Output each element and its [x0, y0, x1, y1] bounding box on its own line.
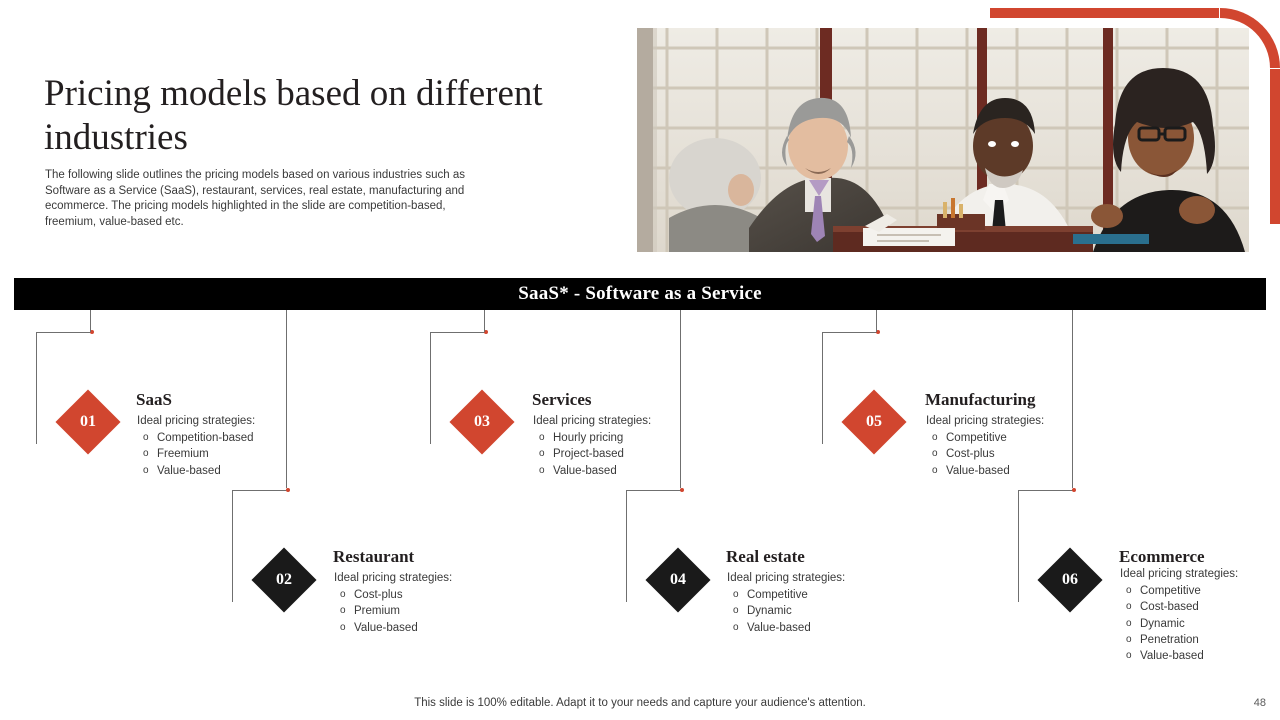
- node-list-05: [926, 430, 1010, 479]
- list-item: o Value-based: [137, 463, 254, 479]
- list-item: o Penetration: [1120, 632, 1204, 648]
- page-title: Pricing models based on different industries: [44, 73, 543, 158]
- list-item: o Competitive: [1120, 583, 1204, 599]
- list-item: o Value-based: [533, 463, 624, 479]
- connector-dot-06: [1072, 488, 1076, 492]
- node-list-04: [727, 587, 811, 636]
- node-sub-04: Ideal pricing strategies:: [727, 572, 846, 584]
- list-item: o Competition-based: [137, 430, 254, 446]
- connector-stem-01: [90, 310, 91, 332]
- business-meeting-photo: [637, 28, 1249, 252]
- list-item: o Value-based: [727, 620, 811, 636]
- list-item: o Dynamic: [1120, 616, 1204, 632]
- corner-accent-horizontal-bar: [990, 8, 1280, 18]
- node-number-02: 02: [276, 571, 292, 588]
- connector-stem-05: [876, 310, 877, 332]
- node-number-01: 01: [80, 413, 96, 430]
- node-title-01: SaaS: [136, 390, 172, 409]
- node-number-05: 05: [866, 413, 882, 430]
- page-number: 48: [1253, 697, 1266, 709]
- node-sub-03: Ideal pricing strategies:: [533, 415, 652, 427]
- list-item: o Project-based: [533, 446, 624, 462]
- node-title-03: Services: [532, 390, 592, 409]
- node-list-06: [1120, 583, 1204, 664]
- list-item: o Dynamic: [727, 603, 811, 619]
- connector-dot-04: [680, 488, 684, 492]
- corner-accent-vertical-bar: [1270, 8, 1280, 224]
- page-subtitle: The following slide outlines the pricing models based on various industries such as Software as a Service (SaaS), restaurant, services, real estate, manufacturing and ecommerce. The pricing models highlighted in the slide are competition-based, freemium, value-based etc.: [45, 169, 465, 228]
- list-item: o Competitive: [727, 587, 811, 603]
- list-item: o Premium: [334, 603, 418, 619]
- node-sub-05: Ideal pricing strategies:: [926, 415, 1045, 427]
- node-list-01: [137, 430, 254, 479]
- connector-stem-04: [680, 310, 681, 488]
- list-item: o Value-based: [926, 463, 1010, 479]
- connector-stem-03: [484, 310, 485, 332]
- corner-accent-mask-top: [1219, 8, 1280, 20]
- list-item: o Cost-plus: [334, 587, 418, 603]
- pricing-models-diagram: [0, 310, 1280, 680]
- list-item: o Cost-plus: [926, 446, 1010, 462]
- list-item: o Cost-based: [1120, 599, 1204, 615]
- list-item: o Freemium: [137, 446, 254, 462]
- list-item: o Value-based: [1120, 648, 1204, 664]
- corner-accent-mask-right: [1268, 8, 1280, 69]
- node-number-06: 06: [1062, 571, 1078, 588]
- node-title-06: Ecommerce: [1119, 547, 1205, 566]
- node-sub-02: Ideal pricing strategies:: [334, 572, 453, 584]
- list-item: o Value-based: [334, 620, 418, 636]
- node-title-05: Manufacturing: [925, 390, 1036, 409]
- node-list-02: [334, 587, 418, 636]
- list-item: o Hourly pricing: [533, 430, 624, 446]
- connector-stem-02: [286, 310, 287, 488]
- connector-dot-02: [286, 488, 290, 492]
- connector-stem-06: [1072, 310, 1073, 488]
- footer-note: This slide is 100% editable. Adapt it to your needs and capture your audience's attention.: [414, 697, 866, 709]
- section-banner: SaaS* - Software as a Service: [14, 278, 1266, 310]
- node-number-03: 03: [474, 413, 490, 430]
- node-number-04: 04: [670, 571, 686, 588]
- node-sub-06: Ideal pricing strategies:: [1120, 568, 1239, 580]
- node-list-03: [533, 430, 624, 479]
- node-title-04: Real estate: [726, 547, 805, 566]
- node-title-02: Restaurant: [333, 547, 415, 566]
- list-item: o Competitive: [926, 430, 1010, 446]
- node-sub-01: Ideal pricing strategies:: [137, 415, 256, 427]
